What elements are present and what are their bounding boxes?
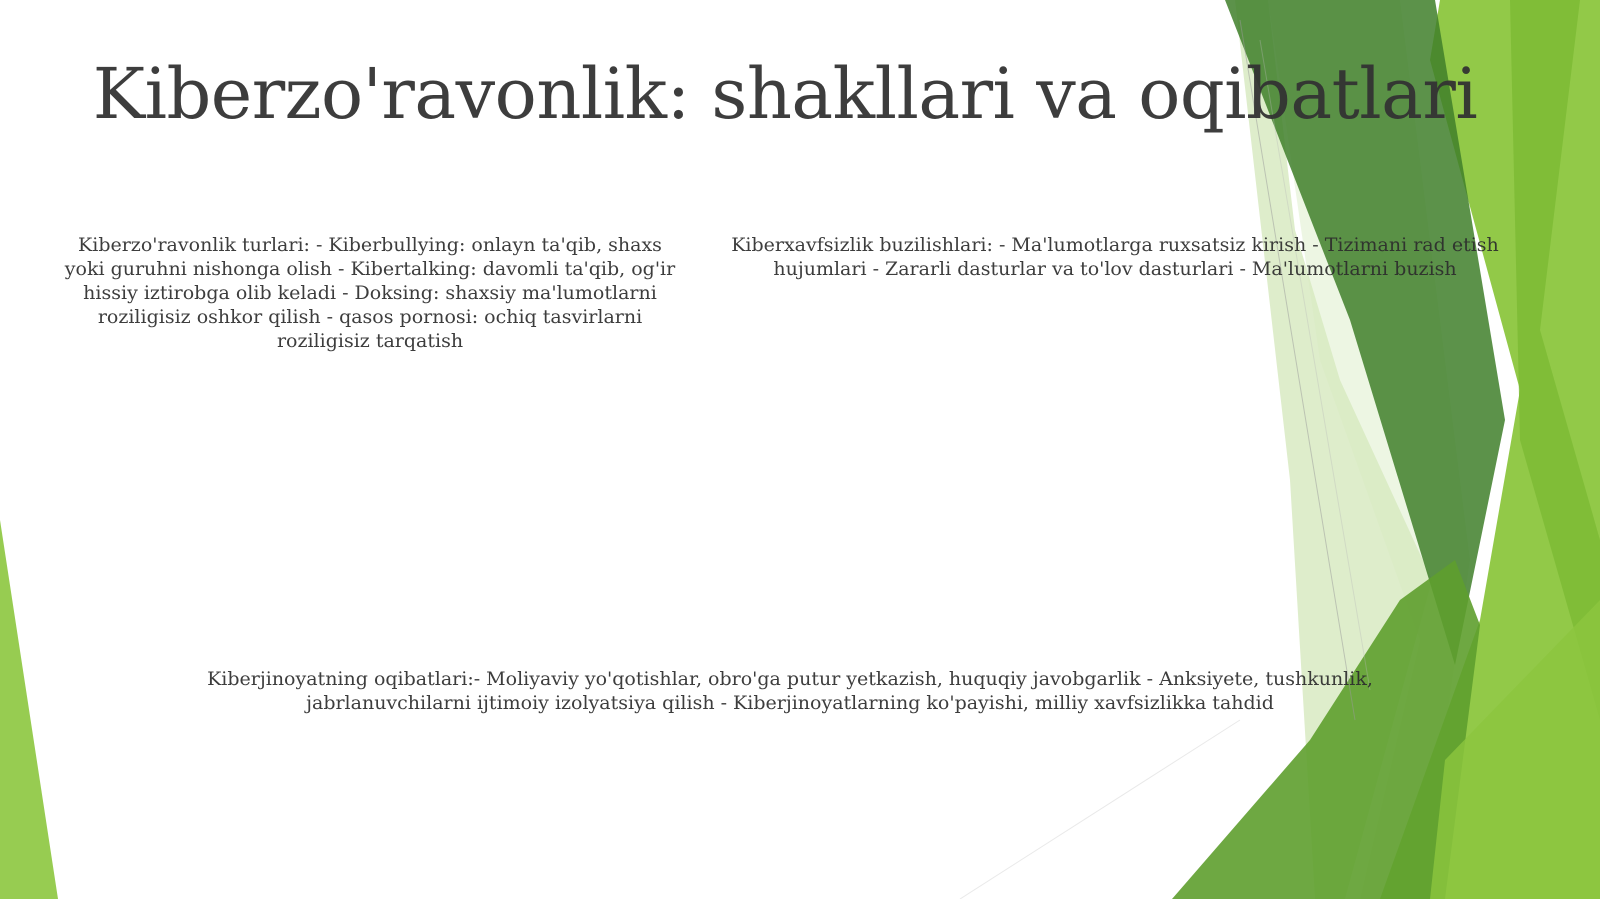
cyberbullying-types-text: Kiberzo'ravonlik turlari: - Kiberbullying: onlayn ta'qib, shaxs yoki guruhni nishonga olish - Kibertalking: davomli ta'qib, og'ir hissiy iztirobga olib keladi - Doksing: shaxsiy ma'lumotlarni roziligisiz oshkor qilish - qasos pornosi: ochiq tasvirlarni roziligisiz tarqatish: [64, 234, 676, 352]
consequences-text: Kiberjinoyatning oqibatlari:- Moliyaviy yo'qotishlar, obro'ga putur yetkazish, huquqiy javobgarlik - Anksiyete, tushkunlik, jabrlanuvchilarni ijtimoiy izolyatsiya qilish - Kiberjinoyatlarning ko'payishi, milliy xavfsizlikka tahdid: [207, 668, 1373, 714]
left-green-shape: [0, 520, 58, 899]
slide-title: Kiberzo'ravonlik: shakllari va oqibatlari: [92, 53, 1478, 135]
security-breaches-text: Kiberxavfsizlik buzilishlari: - Ma'lumotlarga ruxsatsiz kirish - Tizimani rad etish hujumlari - Zararli dasturlar va to'lov dasturlari - Ma'lumotlarni buzish: [731, 234, 1499, 280]
